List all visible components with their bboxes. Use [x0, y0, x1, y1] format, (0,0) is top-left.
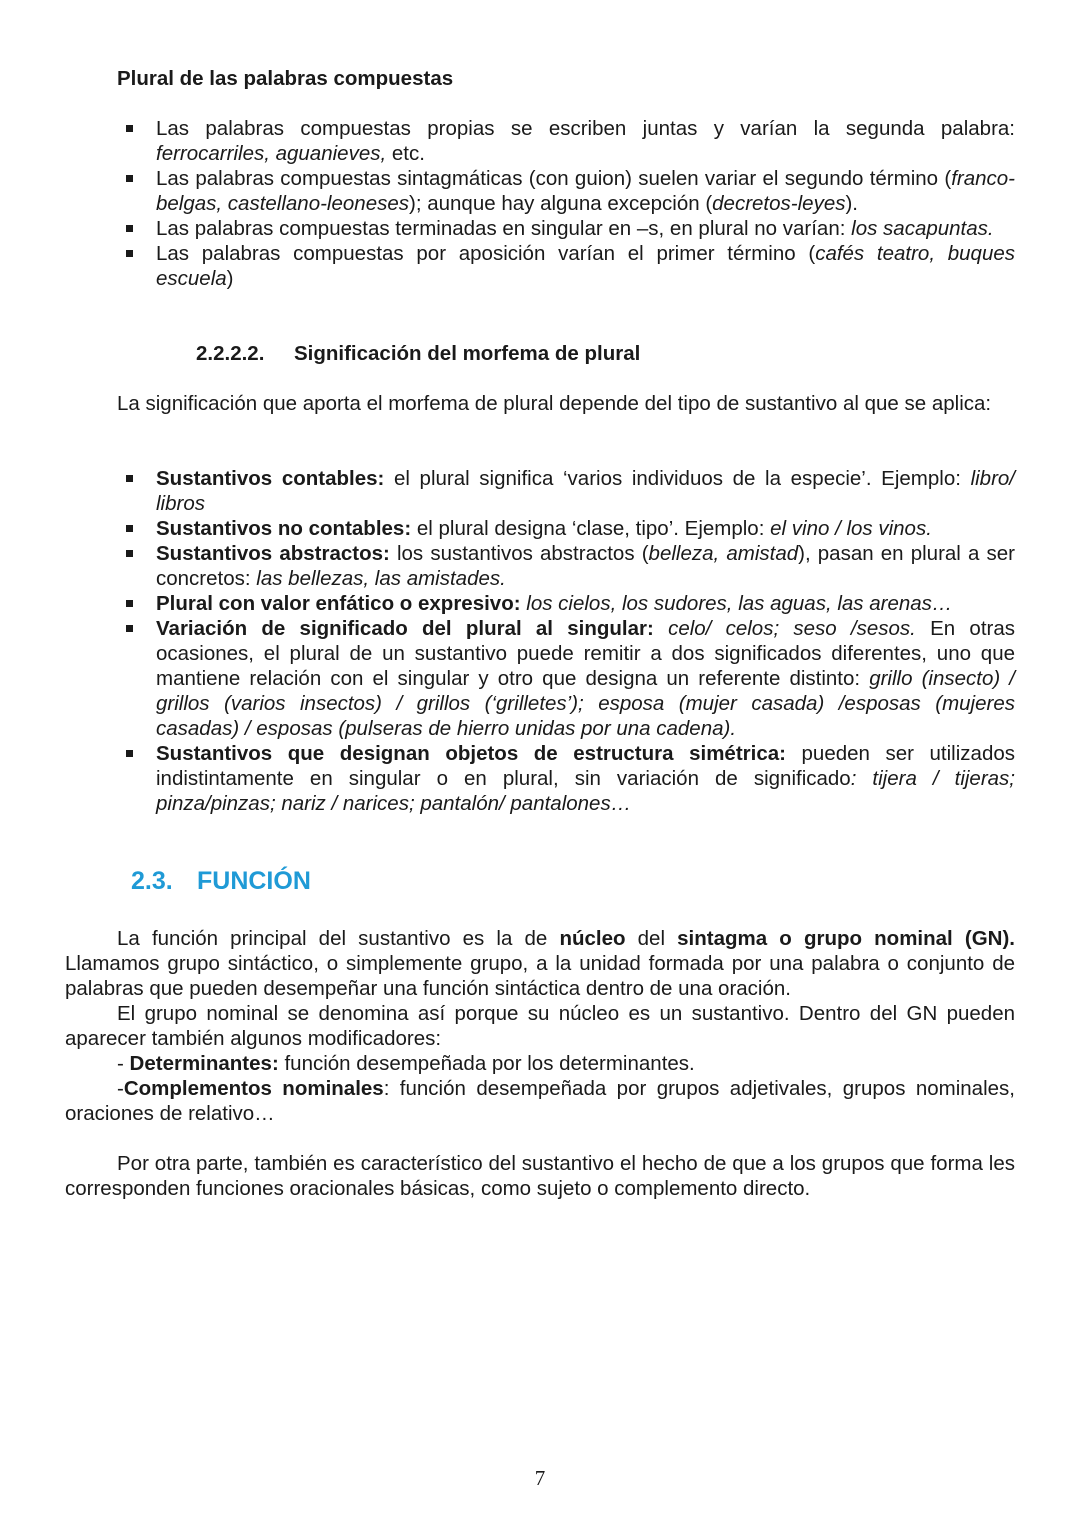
modifier-dash: -: [117, 1052, 130, 1075]
list-item: [156, 241, 1015, 291]
item-example: belleza, amistad: [648, 542, 799, 565]
function-paragraph-3: Por otra parte, también es característico del sustantivo el hecho de que a los grupos que forma les corresponden funciones oracionales básicas, como sujeto o complemento directo.: [65, 1152, 1015, 1200]
meaning-list: [156, 466, 1015, 816]
item-example: libro/ libros: [156, 467, 1015, 515]
modifier-determinantes: [65, 1051, 1015, 1076]
subheading-number: 2.2.2.2.: [196, 342, 265, 365]
item-example: grillo (insecto) / grillos (varios insectos) / grillos (‘grilletes’); esposa (mujer casada) /esposas (mujeres casadas) / esposas (pulseras de hierro unidas por una cadena).: [156, 667, 1015, 740]
item-term: Plural con valor enfático o expresivo:: [156, 592, 521, 615]
item-example: ferrocarriles, aguanieves,: [156, 142, 387, 165]
item-text: el plural significa ‘varios individuos de la especie’. Ejemplo:: [384, 467, 971, 490]
item-example: celo/ celos; seso /sesos.: [668, 617, 916, 640]
item-text: Las palabras compuestas por aposición varían el primer término (: [156, 242, 816, 265]
modifier-term: Complementos nominales: [123, 1077, 384, 1100]
item-text: ), pasan en plural a ser concretos:: [156, 542, 1015, 590]
section-number: 2.3.: [131, 867, 173, 895]
item-term: Sustantivos no contables:: [156, 517, 412, 540]
compound-plural-list: [156, 116, 1015, 291]
paragraph-text: La función principal del sustantivo es la de: [117, 927, 560, 950]
modifier-text: función desempeñada por los determinantes.: [278, 1052, 695, 1075]
item-text: ).: [845, 192, 858, 215]
item-text: los sustantivos abstractos (: [389, 542, 649, 565]
list-item: [156, 541, 1015, 591]
list-item: [156, 216, 1015, 241]
item-term: Sustantivos que designan objetos de estructura simétrica:: [156, 742, 786, 765]
paragraph-bold: núcleo: [559, 927, 626, 950]
item-text: pueden ser utilizados indistintamente en singular o en plural, sin variación de significado: [156, 742, 1015, 790]
subheading-title: Significación del morfema de plural: [294, 342, 641, 365]
list-item: [156, 741, 1015, 816]
function-paragraph-2: El grupo nominal se denomina así porque su núcleo es un sustantivo. Dentro del GN pueden aparecer también algunos modificadores:: [65, 1002, 1015, 1050]
item-term: Variación de significado del plural al singular:: [156, 617, 654, 640]
item-example: decretos-leyes: [712, 192, 846, 215]
item-text: Las palabras compuestas terminadas en singular en –s, en plural no varían:: [156, 217, 852, 240]
item-text: Las palabras compuestas sintagmáticas (con guion) suelen variar el segundo término (: [156, 167, 952, 190]
item-text: ); aunque hay alguna excepción (: [409, 192, 713, 215]
item-text: etc.: [386, 142, 425, 165]
list-item: [156, 516, 1015, 541]
item-term: Sustantivos abstractos:: [156, 542, 390, 565]
list-item: [156, 166, 1015, 216]
item-text: el plural designa ‘clase, tipo’. Ejemplo:: [411, 517, 771, 540]
item-example: los sacapuntas.: [851, 217, 994, 240]
modifier-text: : función desempeñada por grupos adjetivales, grupos nominales, oraciones de relativo…: [65, 1077, 1015, 1125]
meaning-subheading: [196, 341, 640, 366]
paragraph-bold: sintagma o grupo nominal (GN).: [677, 927, 1015, 950]
list-item: [156, 591, 1015, 616]
item-text: En otras ocasiones, el plural de un sustantivo puede remitir a dos significados diferentes, uno que mantiene relación con el singular y otro que designa un referente distinto:: [156, 617, 1015, 690]
item-term: Sustantivos contables:: [156, 467, 385, 490]
item-example: cafés teatro, buques escuela: [156, 242, 1016, 290]
paragraph-text: del: [625, 927, 678, 950]
paragraph-text: Llamamos grupo sintáctico, o simplemente grupo, a la unidad formada por una palabra o conjunto de palabras que pueden desempeñar una función sintáctica dentro de una oración.: [65, 952, 1015, 1000]
item-example: los cielos, los sudores, las aguas, las arenas…: [526, 592, 953, 615]
item-example: las bellezas, las amistades.: [256, 567, 506, 590]
function-paragraph-1: [65, 926, 1015, 1001]
item-text: [654, 617, 668, 640]
item-example: : tijera / tijeras; pinza/pinzas; nariz / narices; pantalón/ pantalones…: [156, 767, 1015, 815]
list-item: [156, 616, 1015, 741]
item-text: Las palabras compuestas propias se escriben juntas y varían la segunda palabra:: [156, 117, 1015, 140]
compound-plural-heading: Plural de las palabras compuestas: [117, 67, 454, 90]
list-item: [156, 116, 1015, 166]
modifier-term: Determinantes:: [129, 1052, 279, 1075]
section-title: FUNCIÓN: [197, 867, 311, 895]
item-text: ): [226, 267, 234, 290]
modifier-complementos: [65, 1076, 1015, 1126]
item-example: el vino / los vinos.: [770, 517, 932, 540]
meaning-intro: La significación que aporta el morfema de plural depende del tipo de sustantivo al que se aplica:: [117, 392, 992, 415]
modifier-dash: -: [117, 1077, 124, 1100]
page-number: 7: [534, 1466, 546, 1490]
list-item: [156, 466, 1015, 516]
item-example: franco-belgas, castellano-leoneses: [156, 167, 1015, 215]
function-section-heading: [131, 866, 311, 896]
